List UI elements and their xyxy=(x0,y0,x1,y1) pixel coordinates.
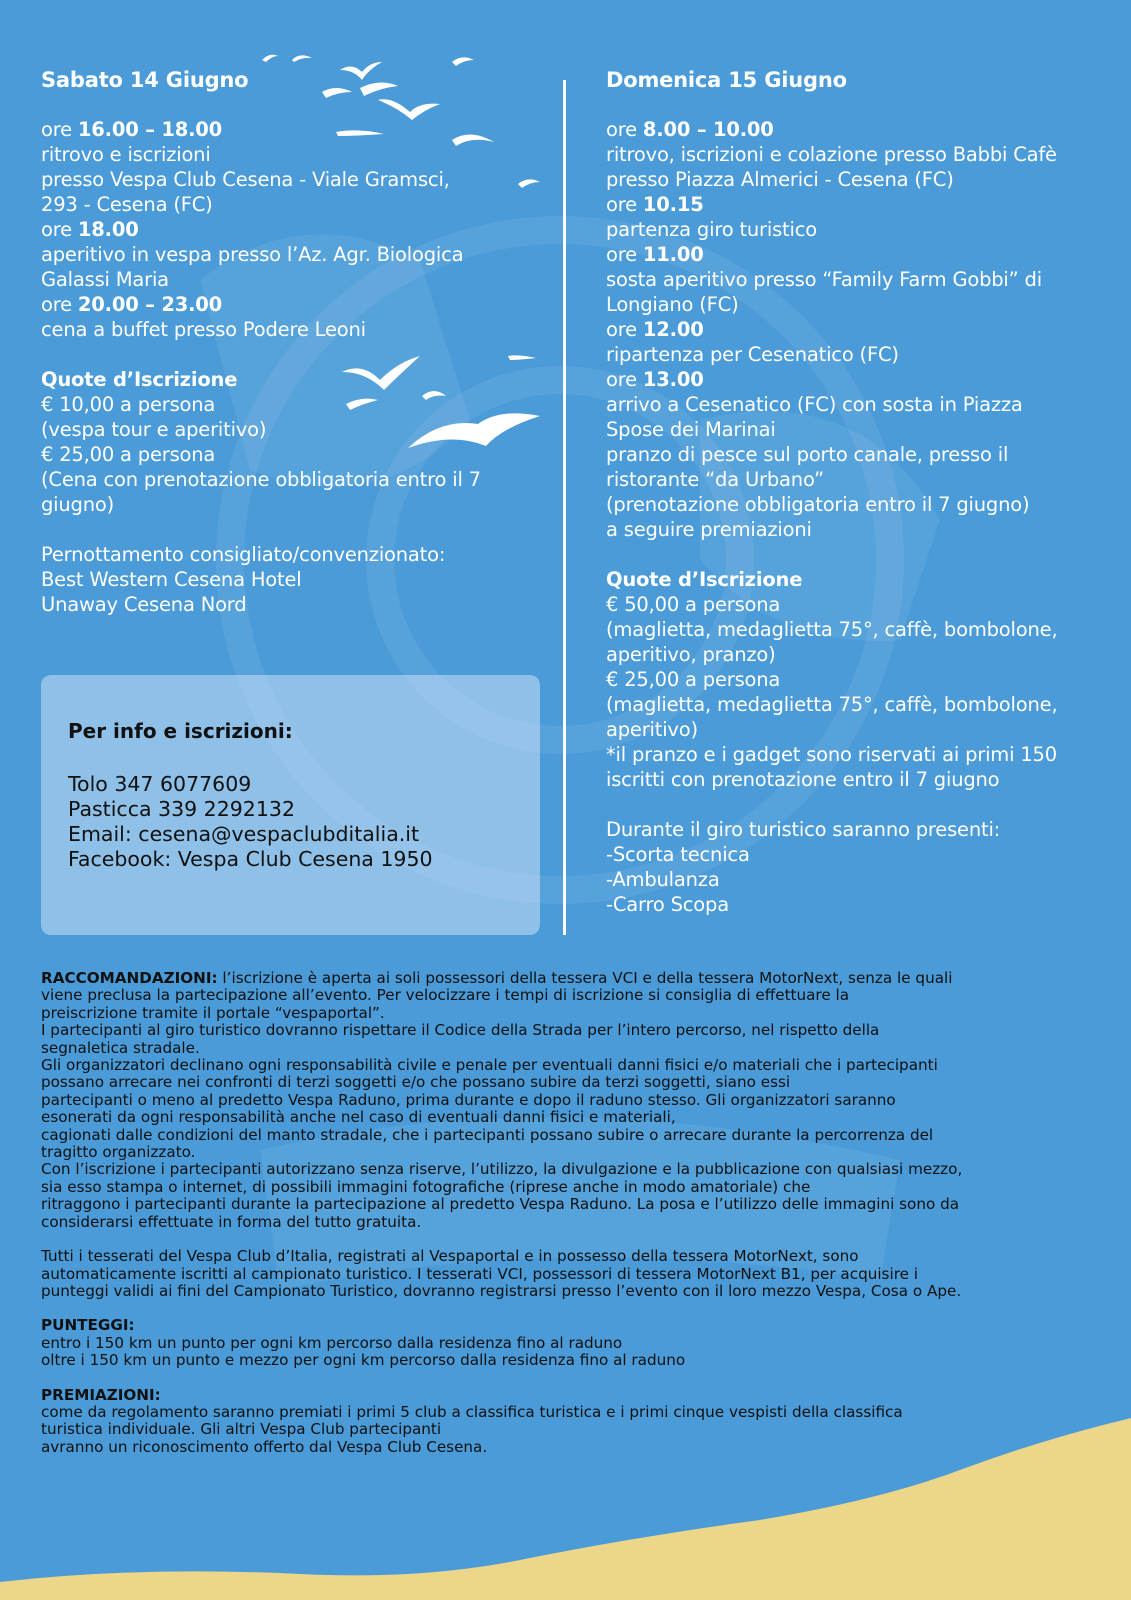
schedule-line xyxy=(41,292,541,317)
time-prefix: ore xyxy=(41,118,78,141)
schedule-line xyxy=(606,192,1106,217)
schedule-line: pranzo di pesce sul porto canale, presso il xyxy=(606,443,1009,466)
service-line: -Ambulanza xyxy=(606,868,720,891)
rules-line: segnaletica stradale. xyxy=(41,1038,200,1057)
rules-line: Gli organizzatori declinano ogni responsabilità civile e penale per eventuali danni fisici e/o materiali che i partecipanti xyxy=(41,1056,938,1075)
sunday-schedule xyxy=(606,117,1106,542)
saturday-column xyxy=(41,68,541,617)
rules-line: sia esso stampa o internet, di possibili immagini fotografiche (riprese anche in modo amatoriale) che xyxy=(41,1177,811,1196)
schedule-line: (prenotazione obbligatoria entro il 7 giugno) xyxy=(606,493,1030,516)
time-value: 20.00 – 23.00 xyxy=(77,293,223,316)
rules-line: avranno un riconoscimento offerto dal Vespa Club Cesena. xyxy=(41,1437,488,1456)
schedule-line xyxy=(606,117,1106,142)
rules-line: viene preclusa la partecipazione all’evento. Per velocizzare i tempi di iscrizione si consiglia di effettuare la xyxy=(41,986,850,1005)
schedule-line: presso Piazza Almerici - Cesena (FC) xyxy=(606,168,954,191)
sunday-fees xyxy=(606,592,1106,792)
rules-line: esonerati da ogni responsabilità anche nel caso di eventuali danni fisici e materiali, xyxy=(41,1108,676,1127)
contact-line: Tolo 347 6077609 xyxy=(68,772,252,796)
sunday-column xyxy=(606,68,1106,917)
rules-line: oltre i 150 km un punto e mezzo per ogni km percorso dalla residenza fino al raduno xyxy=(41,1351,686,1370)
contact-line: Pasticca 339 2292132 xyxy=(68,797,295,821)
lodging-line: Pernottamento consigliato/convenzionato: xyxy=(41,543,446,566)
recommendations-label: RACCOMANDAZIONI: xyxy=(41,969,218,987)
fee-line: € 25,00 a persona xyxy=(41,443,216,466)
time-value: 11.00 xyxy=(642,243,704,266)
schedule-line: aperitivo in vespa presso l’Az. Agr. Biologica xyxy=(41,243,464,266)
schedule-line xyxy=(606,242,1106,267)
fee-line: € 50,00 a persona xyxy=(606,593,781,616)
schedule-line: ristorante “da Urbano” xyxy=(606,468,824,491)
info-box xyxy=(41,675,540,935)
schedule-line xyxy=(41,117,541,142)
time-value: 16.00 – 18.00 xyxy=(77,118,223,141)
saturday-fees-heading: Quote d’Iscrizione xyxy=(41,368,238,391)
schedule-line: ritrovo, iscrizioni e colazione presso Babbi Cafè xyxy=(606,143,1057,166)
time-prefix: ore xyxy=(606,318,643,341)
fee-line: iscritti con prenotazione entro il 7 giugno xyxy=(606,768,1000,791)
rules-line: tragitto organizzato. xyxy=(41,1143,196,1162)
fee-line: *il pranzo e i gadget sono riservati ai primi 150 xyxy=(606,743,1057,766)
fee-line: (vespa tour e aperitivo) xyxy=(41,418,267,441)
championship-text xyxy=(41,1248,1101,1300)
time-value: 12.00 xyxy=(642,318,704,341)
schedule-line xyxy=(606,367,1106,392)
recommendations-first-text: l’iscrizione è aperta ai soli possessori della tessera VCI e della tessera MotorNext, senza le quali xyxy=(217,969,953,987)
rules-line: I partecipanti al giro turistico dovranno rispettare il Codice della Strada per l’intero percorso, nel rispetto della xyxy=(41,1021,880,1040)
time-value: 10.15 xyxy=(642,193,704,216)
time-prefix: ore xyxy=(606,118,643,141)
rules-section xyxy=(41,970,1101,1456)
time-prefix: ore xyxy=(41,218,78,241)
schedule-line: ritrovo e iscrizioni xyxy=(41,143,211,166)
info-title: Per info e iscrizioni: xyxy=(68,719,293,743)
saturday-schedule xyxy=(41,117,541,342)
awards-label: PREMIAZIONI: xyxy=(41,1385,161,1404)
schedule-line: arrivo a Cesenatico (FC) con sosta in Piazza xyxy=(606,393,1023,416)
schedule-line: presso Vespa Club Cesena - Viale Gramsci, xyxy=(41,168,450,191)
schedule-line: Spose dei Marinai xyxy=(606,418,776,441)
time-value: 18.00 xyxy=(77,218,139,241)
time-prefix: ore xyxy=(41,293,78,316)
time-prefix: ore xyxy=(606,193,643,216)
saturday-fees xyxy=(41,392,541,517)
contact-line: Facebook: Vespa Club Cesena 1950 xyxy=(68,847,433,871)
recommendations-first-line xyxy=(41,970,1101,987)
schedule-line: Galassi Maria xyxy=(41,268,169,291)
contact-line: Email: cesena@vespaclubditalia.it xyxy=(68,822,420,846)
rules-line: come da regolamento saranno premiati i primi 5 club a classifica turistica e i primi cinque vespisti della classifica xyxy=(41,1402,903,1421)
sunday-heading: Domenica 15 Giugno xyxy=(606,68,847,92)
time-value: 8.00 – 10.00 xyxy=(642,118,774,141)
schedule-line: a seguire premiazioni xyxy=(606,518,812,541)
schedule-line: cena a buffet presso Podere Leoni xyxy=(41,318,366,341)
service-line: Durante il giro turistico saranno presenti: xyxy=(606,818,1001,841)
info-contacts xyxy=(68,772,433,872)
time-value: 13.00 xyxy=(642,368,704,391)
rules-line: turistica individuale. Gli altri Vespa Club partecipanti xyxy=(41,1420,442,1439)
rules-line: partecipanti o meno al predetto Vespa Raduno, prima durante e dopo il raduno stesso. Gli organizzatori saranno xyxy=(41,1090,896,1109)
rules-line: ritraggono i partecipanti durante la partecipazione al predetto Vespa Raduno. La posa e l’utilizzo delle immagini sono da xyxy=(41,1195,960,1214)
rules-line: Con l’iscrizione i partecipanti autorizzano senza riserve, l’utilizzo, la divulgazione e la pubblicazione con qualsiasi mezzo, xyxy=(41,1160,963,1179)
lodging-line: Best Western Cesena Hotel xyxy=(41,568,302,591)
fee-line: (maglietta, medaglietta 75°, caffè, bombolone, xyxy=(606,693,1058,716)
time-prefix: ore xyxy=(606,243,643,266)
rules-line: cagionati dalle condizioni del manto stradale, che i partecipanti possano subire o arrecare durante la percorrenza del xyxy=(41,1125,934,1144)
rules-line: possano arrecare nei confronti di terzi soggetti e/o che possano subire da terzi soggetti, siano essi xyxy=(41,1073,791,1092)
recommendations-text xyxy=(41,987,1101,1231)
fee-line: € 25,00 a persona xyxy=(606,668,781,691)
schedule-line: Longiano (FC) xyxy=(606,293,739,316)
rules-line: Tutti i tesserati del Vespa Club d’Italia, registrati al Vespaportal e in possesso della tessera MotorNext, sono xyxy=(41,1247,859,1266)
column-divider xyxy=(563,80,566,935)
schedule-line xyxy=(606,317,1106,342)
service-line: -Scorta tecnica xyxy=(606,843,750,866)
schedule-line: ripartenza per Cesenatico (FC) xyxy=(606,343,899,366)
rules-line: preiscrizione tramite il portale “vespaportal”. xyxy=(41,1003,385,1022)
fee-line: aperitivo, pranzo) xyxy=(606,643,776,666)
points-text xyxy=(41,1335,1101,1370)
saturday-heading: Sabato 14 Giugno xyxy=(41,68,249,92)
rules-line: punteggi validi ai fini del Campionato Turistico, dovranno registrarsi presso l’evento con il loro mezzo Vespa, Cosa o Ape. xyxy=(41,1281,962,1300)
lodging-line: Unaway Cesena Nord xyxy=(41,593,247,616)
rules-line: automaticamente iscritti al campionato turistico. I tesserati VCI, possessori di tessera MotorNext B1, per acquisire i xyxy=(41,1264,918,1283)
rules-line: considerarsi effettuate in forma del tutto gratuita. xyxy=(41,1212,422,1231)
schedule-line: partenza giro turistico xyxy=(606,218,817,241)
fee-line: (maglietta, medaglietta 75°, caffè, bombolone, xyxy=(606,618,1058,641)
saturday-lodging xyxy=(41,542,541,617)
sunday-fees-heading: Quote d’Iscrizione xyxy=(606,568,803,591)
time-prefix: ore xyxy=(606,368,643,391)
points-label: PUNTEGGI: xyxy=(41,1316,135,1335)
service-line: -Carro Scopa xyxy=(606,893,729,916)
fee-line: (Cena con prenotazione obbligatoria entro il 7 xyxy=(41,468,481,491)
schedule-line: 293 - Cesena (FC) xyxy=(41,193,213,216)
fee-line: € 10,00 a persona xyxy=(41,393,216,416)
rules-line: entro i 150 km un punto per ogni km percorso dalla residenza fino al raduno xyxy=(41,1333,623,1352)
schedule-line: sosta aperitivo presso “Family Farm Gobbi” di xyxy=(606,268,1042,291)
awards-text xyxy=(41,1404,1101,1456)
schedule-line xyxy=(41,217,541,242)
fee-line: giugno) xyxy=(41,493,115,516)
fee-line: aperitivo) xyxy=(606,718,698,741)
sunday-services xyxy=(606,817,1106,917)
